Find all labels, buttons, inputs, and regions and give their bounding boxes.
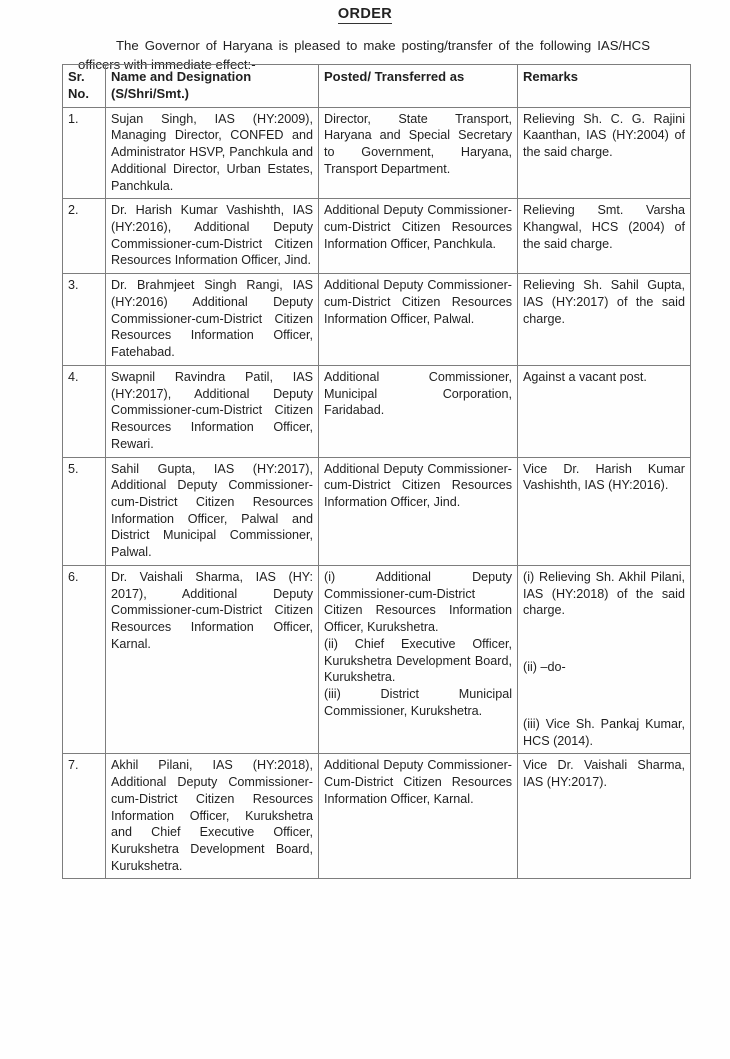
remarks-spacer-2 (523, 676, 685, 716)
remarks-item-i: (i) Relieving Sh. Akhil Pilani, IAS (HY:2018) of the said charge. (523, 569, 685, 618)
header-sr-no-line2: No. (68, 86, 89, 102)
cell-remarks: Relieving Sh. Sahil Gupta, IAS (HY:2017) of the said charge. (518, 274, 691, 366)
header-posted-transferred: Posted/ Transferred as (319, 65, 518, 108)
cell-name-designation: Dr. Harish Kumar Vashishth, IAS (HY:2016), Additional Deputy Commissioner-cum-District Citizen Resources Information Officer, Jind. (106, 199, 319, 274)
transfer-order-table (62, 64, 691, 879)
cell-name-designation: Akhil Pilani, IAS (HY:2018), Additional Deputy Commissioner-cum-District Citizen Resources Information Officer, Kurukshetra and Chief Executive Officer, Kurukshetra Development Board, Kurukshetra. (106, 754, 319, 879)
remarks-spacer-1 (523, 619, 685, 659)
table-row (63, 457, 691, 565)
cell-name-designation: Sujan Singh, IAS (HY:2009), Managing Director, CONFED and Administrator HSVP, Panchkula and Additional Director, Urban Estates, Panchkula. (106, 107, 319, 199)
header-remarks: Remarks (518, 65, 691, 108)
cell-sr-no: 5. (63, 457, 106, 565)
table-body (63, 107, 691, 879)
cell-posted-as (319, 565, 518, 753)
cell-name-designation: Swapnil Ravindra Patil, IAS (HY:2017), Additional Deputy Commissioner-cum-District Citizen Resources Information Officer, Rewari. (106, 365, 319, 457)
page-title: ORDER (338, 5, 392, 24)
cell-sr-no: 6. (63, 565, 106, 753)
table-row (63, 199, 691, 274)
cell-posted-as: Additional Deputy Commissioner-cum-District Citizen Resources Information Officer, Palwal. (319, 274, 518, 366)
header-sr-no-line1: Sr. (68, 69, 85, 84)
cell-posted-as: Additional Deputy Commissioner-cum-District Citizen Resources Information Officer, Panchkula. (319, 199, 518, 274)
header-name-designation (106, 65, 319, 108)
posted-item-iii: (iii) District Municipal Commissioner, Kurukshetra. (324, 687, 512, 718)
posted-item-i: (i) Additional Deputy Commissioner-cum-District Citizen Resources Information Officer, Kurukshetra. (324, 569, 512, 635)
header-name-line2: (S/Shri/Smt.) (111, 86, 190, 102)
cell-remarks: Relieving Smt. Varsha Khangwal, HCS (2004) of the said charge. (518, 199, 691, 274)
table-row (63, 274, 691, 366)
table-row (63, 365, 691, 457)
header-name-line1: Name and Designation (111, 69, 252, 84)
cell-name-designation: Dr. Vaishali Sharma, IAS (HY: 2017), Additional Deputy Commissioner-cum-District Citizen Resources Information Officer, Karnal. (106, 565, 319, 753)
cell-remarks: Vice Dr. Harish Kumar Vashishth, IAS (HY:2016). (518, 457, 691, 565)
remarks-item-ii: (ii) –do- (523, 660, 566, 675)
cell-posted-as: Additional Deputy Commissioner-cum-District Citizen Resources Information Officer, Jind. (319, 457, 518, 565)
cell-posted-as: Additional Deputy Commissioner-Cum-District Citizen Resources Information Officer, Karnal. (319, 754, 518, 879)
table-header-row (63, 65, 691, 108)
cell-sr-no: 4. (63, 365, 106, 457)
cell-name-designation: Dr. Brahmjeet Singh Rangi, IAS (HY:2016) Additional Deputy Commissioner-cum-District Citizen Resources Information Officer, Fatehabad. (106, 274, 319, 366)
intro-paragraph: The Governor of Haryana is pleased to make posting/transfer of the following IAS/HCS officers with immediate effect:- (78, 38, 650, 73)
cell-remarks (518, 565, 691, 753)
cell-name-designation: Sahil Gupta, IAS (HY:2017), Additional Deputy Commissioner-cum-District Citizen Resources Information Officer, Palwal and District Municipal Commissioner, Palwal. (106, 457, 319, 565)
cell-remarks: Vice Dr. Vaishali Sharma, IAS (HY:2017). (518, 754, 691, 879)
cell-sr-no: 1. (63, 107, 106, 199)
cell-sr-no: 3. (63, 274, 106, 366)
cell-remarks: Against a vacant post. (518, 365, 691, 457)
cell-remarks: Relieving Sh. C. G. Rajini Kaanthan, IAS (HY:2004) of the said charge. (518, 107, 691, 199)
cell-sr-no: 2. (63, 199, 106, 274)
posted-item-ii: (ii) Chief Executive Officer, Kurukshetra Development Board, Kurukshetra. (324, 636, 512, 685)
cell-sr-no: 7. (63, 754, 106, 879)
document-title-wrap (0, 0, 730, 24)
remarks-item-iii: (iii) Vice Sh. Pankaj Kumar, HCS (2014). (523, 716, 685, 748)
cell-posted-as: Director, State Transport, Haryana and Special Secretary to Government, Haryana, Transport Department. (319, 107, 518, 199)
table-header (63, 65, 691, 108)
cell-posted-as: Additional Commissioner, Municipal Corporation, Faridabad. (319, 365, 518, 457)
table-row (63, 107, 691, 199)
table-row (63, 565, 691, 753)
table-row (63, 754, 691, 879)
header-sr-no (63, 65, 106, 108)
